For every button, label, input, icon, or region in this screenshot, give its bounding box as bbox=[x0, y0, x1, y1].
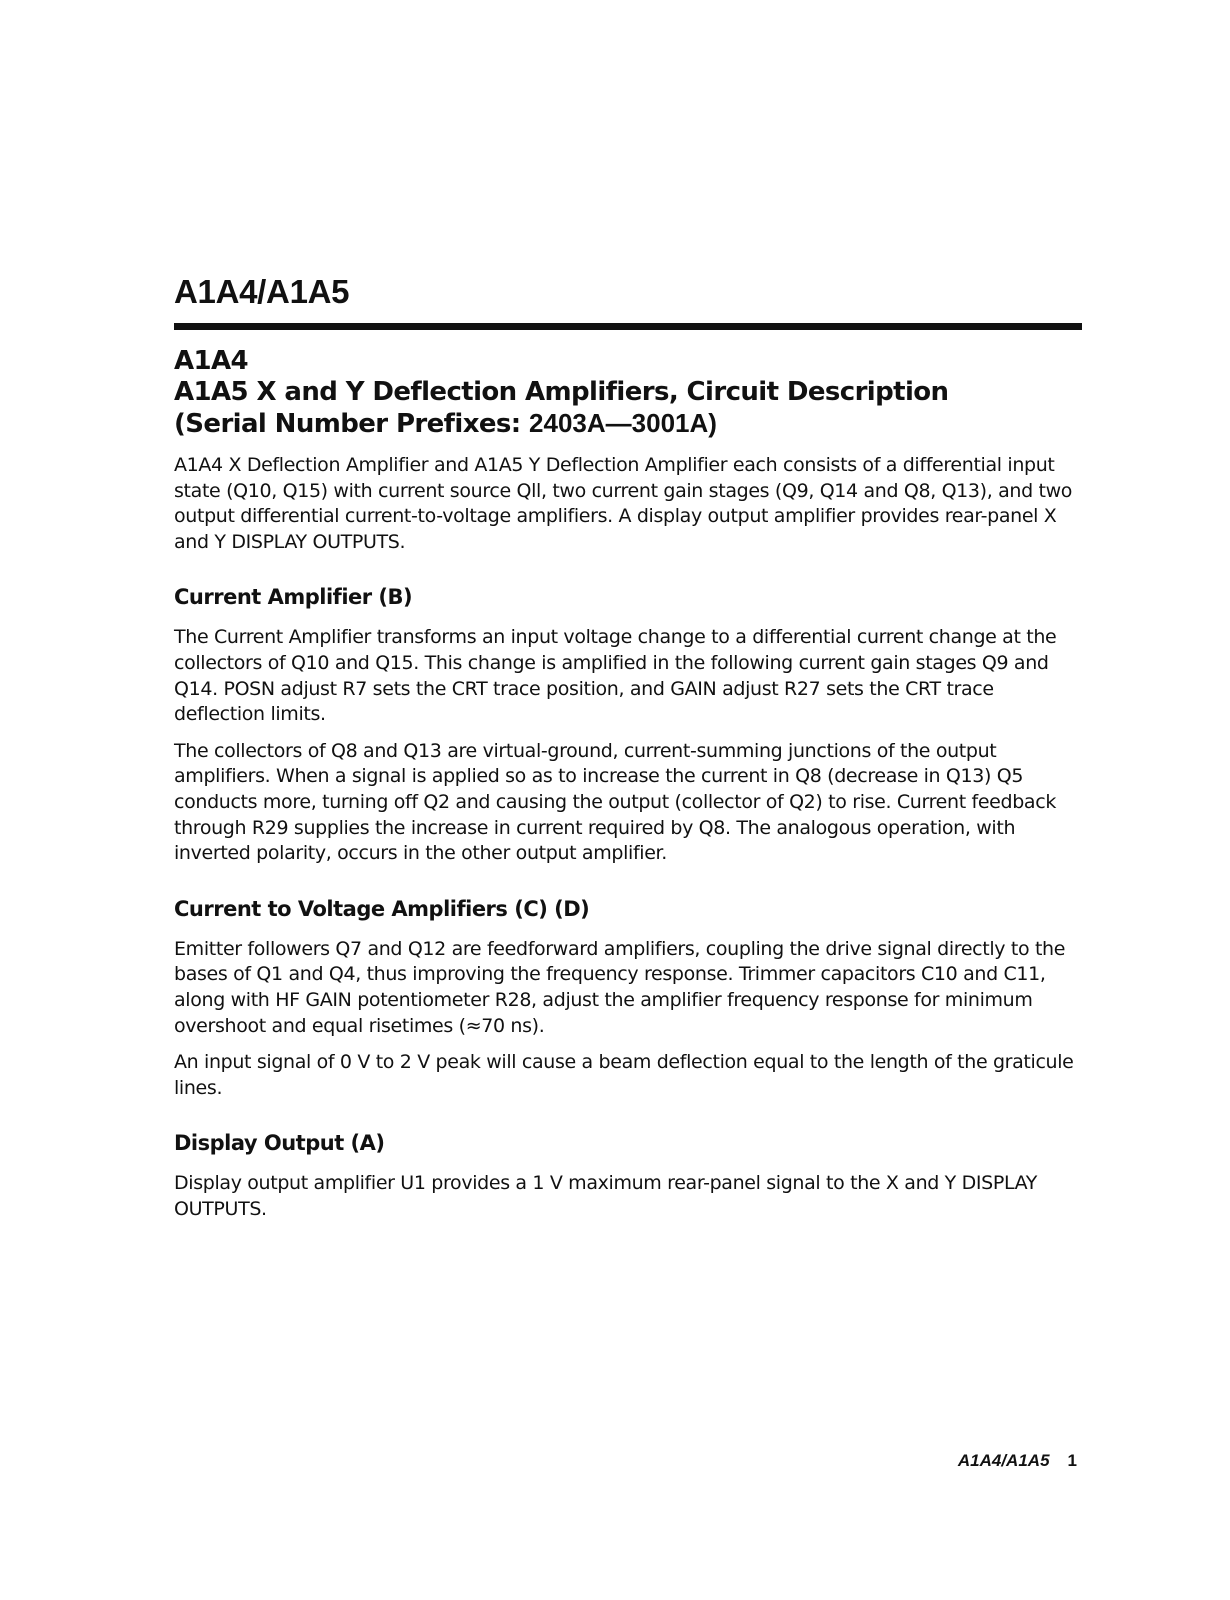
intro-paragraph: A1A4 X Deflection Amplifier and A1A5 Y Deflection Amplifier each consists of a differential input state (Q10, Q15) with current source Qll, two current gain stages (Q9, Q14 and Q8, Q13), and two output differential current-to-voltage amplifiers. A display output amplifier provides rear-panel X and Y DISPLAY OUTPUTS. bbox=[174, 454, 1073, 553]
body-content bbox=[174, 453, 1074, 1233]
current-to-voltage-heading: Current to Voltage Amplifiers (C) (D) bbox=[174, 896, 590, 921]
section-heading-block bbox=[174, 346, 948, 440]
serial-range: 2403A—3001A) bbox=[529, 408, 717, 438]
display-output-heading: Display Output (A) bbox=[174, 1131, 385, 1156]
page-footer bbox=[958, 1450, 1077, 1472]
title-rule bbox=[174, 323, 1082, 330]
current-to-voltage-paragraph-2: An input signal of 0 V to 2 V peak will cause a beam deflection equal to the length of the graticule lines. bbox=[174, 1051, 1074, 1099]
current-amplifier-paragraph-1: The Current Amplifier transforms an input voltage change to a differential current change at the collectors of Q10 and Q15. This change is amplified in the following current gain stages Q9 and Q14. POSN adjust R7 sets the CRT trace position, and GAIN adjust R27 sets the CRT trace deflection limits. bbox=[174, 626, 1057, 726]
display-output-paragraph: Display output amplifier U1 provides a 1 V maximum rear-panel signal to the X and Y DISPLAY OUTPUTS. bbox=[174, 1172, 1038, 1220]
heading-line-1: A1A4 bbox=[174, 346, 249, 376]
footer-label: A1A4/A1A5 bbox=[957, 1451, 1050, 1470]
page-title: A1A4/A1A5 bbox=[174, 273, 350, 310]
heading-line-2: A1A5 X and Y Deflection Amplifiers, Circuit Description bbox=[174, 377, 949, 407]
current-amplifier-paragraph-2: The collectors of Q8 and Q13 are virtual-ground, current-summing junctions of the output amplifiers. When a signal is applied so as to increase the current in Q8 (decrease in Q13) Q5 conducts more, turning off Q2 and causing the output (collector of Q2) to rise. Current feedback through R29 supplies the increase in current required by Q8. The analogous operation, with inverted polarity, occurs in the other output amplifier. bbox=[174, 739, 1056, 865]
heading-line-3 bbox=[174, 408, 948, 440]
serial-prefix-label: (Serial Number Prefixes: bbox=[174, 409, 530, 439]
current-amplifier-heading: Current Amplifier (B) bbox=[174, 585, 413, 610]
page-number: 1 bbox=[1067, 1451, 1077, 1470]
current-to-voltage-paragraph-1: Emitter followers Q7 and Q12 are feedforward amplifiers, coupling the drive signal directly to the bases of Q1 and Q4, thus improving the frequency response. Trimmer capacitors C10 and C11, along with HF GAIN potentiometer R28, adjust the amplifier frequency response for minimum overshoot and equal risetimes (≈70 ns). bbox=[174, 937, 1066, 1037]
